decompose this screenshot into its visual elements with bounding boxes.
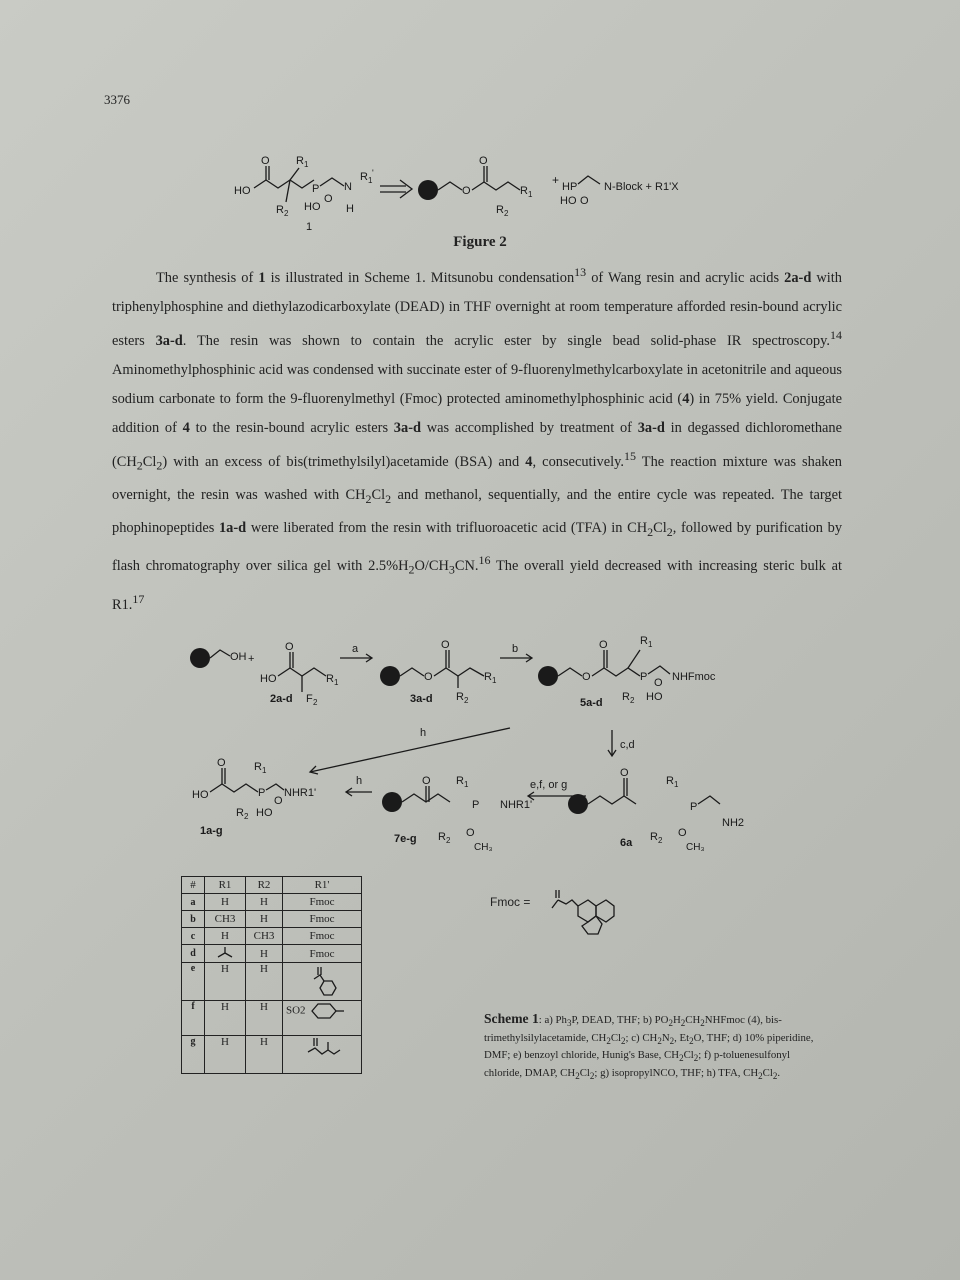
table-header-row xyxy=(182,877,362,894)
nhr1-label-1: NHR1' xyxy=(284,787,317,799)
svg-text:R: R xyxy=(276,204,284,216)
table-row: f H H SO2 xyxy=(182,1001,362,1036)
svg-text:H: H xyxy=(346,203,354,215)
svg-text:R: R xyxy=(236,807,244,819)
svg-text:O: O xyxy=(580,195,589,207)
svg-text:P: P xyxy=(312,183,320,195)
svg-text:2: 2 xyxy=(658,836,663,845)
label-2: 2a-d xyxy=(270,693,293,705)
n-block-reagent: N-Block + R1'X xyxy=(604,181,679,193)
compound-1 xyxy=(234,155,374,233)
svg-text:HO: HO xyxy=(304,201,321,213)
nhfmoc-label: NHFmoc xyxy=(672,671,716,683)
substituent-table xyxy=(181,876,362,1074)
scheme-caption-text: : a) $Ph_3P$, DEAD, THF; b) $PO_2H_2CH_2NHFmoc$ (4), bis-trimethylsilylacetamide, $CH_2Cl_2$; c) $CH_2N_2$, $Et_2O$, THF; d) 10% piperidine, DMF; e) benzoyl chloride, Hunig's Base, $CH_2Cl_2$; f) p-toluenesulfonyl chloride, DMAP, $CH_2Cl_2$; g) isopropylNCO, THF; h) TFA, $CH_2Cl_2$. xyxy=(484,1014,814,1081)
svg-text:R: R xyxy=(650,831,658,843)
svg-text:O: O xyxy=(466,827,475,839)
arrow-h-diagonal xyxy=(310,727,510,774)
svg-text:HO: HO xyxy=(192,789,209,801)
svg-text:R: R xyxy=(666,775,674,787)
svg-text:O: O xyxy=(274,795,283,807)
svg-text:R: R xyxy=(484,671,492,683)
figure-2-structures xyxy=(220,150,740,235)
resin-acrylate xyxy=(418,155,533,218)
svg-text:O: O xyxy=(441,639,450,651)
svg-text:R: R xyxy=(254,761,262,773)
fmoc-structure xyxy=(548,880,638,950)
svg-text:CH₃: CH₃ xyxy=(474,842,493,853)
svg-text:O: O xyxy=(654,677,663,689)
scheme-caption xyxy=(484,1012,824,1083)
page-number: 3376 xyxy=(104,92,130,107)
svg-text:R: R xyxy=(296,155,304,167)
amine-6 xyxy=(568,767,744,853)
svg-text:HO: HO xyxy=(260,673,277,685)
figure-2-plus: + xyxy=(552,173,560,187)
nh2-label: NH2 xyxy=(722,817,745,829)
svg-text:2: 2 xyxy=(446,836,451,845)
svg-text:R: R xyxy=(438,831,446,843)
header-r1prime: R1' xyxy=(283,877,362,894)
svg-text:CH₃: CH₃ xyxy=(686,842,705,853)
svg-text:1: 1 xyxy=(368,176,373,185)
svg-text:HO: HO xyxy=(256,807,273,819)
svg-text:1: 1 xyxy=(674,780,679,789)
label-6: 6a xyxy=(620,837,633,849)
header-r2: R2 xyxy=(246,877,283,894)
so2-label: SO2 xyxy=(286,1004,306,1017)
svg-text:P: P xyxy=(472,799,480,811)
svg-text:R: R xyxy=(326,673,334,685)
step-efg: e,f, or g xyxy=(530,779,568,791)
svg-text:1: 1 xyxy=(648,640,653,649)
step-h2: h xyxy=(356,775,363,787)
table-row: c H CH3 Fmoc xyxy=(182,928,362,945)
svg-text:1: 1 xyxy=(304,160,309,169)
wang-resin xyxy=(190,648,254,668)
table-row: b CH3 H Fmoc xyxy=(182,911,362,928)
svg-text:HP: HP xyxy=(562,181,578,193)
table-row: a H H Fmoc xyxy=(182,894,362,911)
svg-text:HO: HO xyxy=(646,691,663,703)
svg-text:R: R xyxy=(496,204,504,216)
svg-text:O: O xyxy=(462,185,471,197)
body-paragraph xyxy=(112,258,842,619)
svg-text:1: 1 xyxy=(492,676,497,685)
svg-text:O: O xyxy=(620,767,629,779)
svg-text:': ' xyxy=(372,168,374,178)
figure-caption: Figure 2 xyxy=(453,234,507,250)
svg-text:O: O xyxy=(324,193,333,205)
svg-text:P: P xyxy=(258,787,266,799)
fmoc-label: Fmoc = xyxy=(490,895,531,909)
svg-text:N: N xyxy=(344,181,352,193)
isopropyl-structure xyxy=(205,945,246,963)
product-1 xyxy=(192,757,316,837)
svg-text:R: R xyxy=(640,635,648,647)
benzoyl-structure xyxy=(283,963,362,1001)
scheme-caption-title: Scheme 1 xyxy=(484,1011,539,1026)
svg-text:1: 1 xyxy=(528,190,533,199)
svg-text:HO: HO xyxy=(234,185,251,197)
svg-text:R: R xyxy=(360,171,368,183)
step-a: a xyxy=(352,643,359,655)
svg-text:O: O xyxy=(217,757,226,769)
resin-7 xyxy=(382,775,532,853)
svg-text:O: O xyxy=(285,641,294,653)
svg-text:2: 2 xyxy=(313,698,318,707)
svg-text:1: 1 xyxy=(464,780,469,789)
step-h1: h xyxy=(420,727,427,739)
svg-text:P: P xyxy=(640,671,648,683)
svg-text:P: P xyxy=(690,801,698,813)
svg-text:O: O xyxy=(582,671,591,683)
svg-text:2: 2 xyxy=(284,209,289,218)
oh-label: OH xyxy=(230,651,247,663)
svg-text:1: 1 xyxy=(334,678,339,687)
header-r1: R1 xyxy=(205,877,246,894)
phosphinic-reagent xyxy=(560,176,679,207)
svg-text:2: 2 xyxy=(504,209,509,218)
label-1: 1a-g xyxy=(200,825,223,837)
svg-text:F: F xyxy=(306,693,313,705)
label-7: 7e-g xyxy=(394,833,417,845)
svg-text:R: R xyxy=(622,691,630,703)
arrow-a xyxy=(340,643,372,662)
tosyl-structure xyxy=(283,1001,362,1036)
retro-arrow xyxy=(380,180,412,198)
label-5: 5a-d xyxy=(580,697,603,709)
svg-text:O: O xyxy=(479,155,488,167)
label-3: 3a-d xyxy=(410,693,433,705)
isopropylcarbamoyl-structure xyxy=(283,1036,362,1074)
svg-text:HO: HO xyxy=(560,195,577,207)
acrylic-acid-2 xyxy=(260,641,339,707)
compound-1-label: 1 xyxy=(306,221,313,233)
scheme-1-diagram xyxy=(180,630,780,870)
svg-text:R: R xyxy=(456,775,464,787)
header-id: # xyxy=(182,877,205,894)
arrow-h xyxy=(346,775,372,796)
acrylic-ester-3 xyxy=(380,639,497,705)
table-row: g H H xyxy=(182,1036,362,1074)
paragraph-text: The synthesis of 1 is illustrated in Scheme 1. Mitsunobu condensation$^{13}$ of Wang resin and acrylic acids 2a-d with triphenylphosphine and diethylazodicarboxylate (DEAD) in THF overnight at room temperature afforded resin-bound acrylic esters 3a-d. The resin was shown to contain the acrylic ester by single bead solid-phase IR spectroscopy.$^{14}$ Aminomethylphosphinic acid was condensed with succinate ester of 9-fluorenylmethylcarboxylate in acetonitrile and aqueous sodium carbonate to form the 9-fluorenylmethyl (Fmoc) protected aminomethylphosphinic acid (4) in 75% yield. Conjugate addition of 4 to the resin-bound acrylic esters 3a-d was accomplished by treatment of 3a-d in degassed dichloromethane $(CH_2Cl_2)$ with an excess of bis(trimethylsilyl)acetamide (BSA) and 4, consecutively.$^{15}$ The reaction mixture was shaken overnight, the resin was washed with $CH_2Cl_2$ and methanol, sequentially, and the entire cycle was repeated. The target phophinopeptides 1a-d were liberated from the resin with trifluoroacetic acid (TFA) in $CH_2Cl_2$, followed by purification by flash chromatography over silica gel with $2.5\%H_2O/CH_3CN.^{16}$ The overall yield decreased with increasing steric bulk at R1.17 xyxy=(112,265,843,613)
table-row: e H H xyxy=(182,963,362,1001)
nhr1-label-7: NHR1' xyxy=(500,799,533,811)
svg-text:R: R xyxy=(520,185,528,197)
svg-text:O: O xyxy=(261,155,270,167)
svg-text:2: 2 xyxy=(244,812,249,821)
arrow-cd xyxy=(608,730,635,756)
arrow-b xyxy=(500,643,532,662)
svg-text:O: O xyxy=(422,775,431,787)
step-cd: c,d xyxy=(620,739,635,751)
adduct-5 xyxy=(538,635,716,709)
step-b: b xyxy=(512,643,519,655)
svg-text:R: R xyxy=(456,691,464,703)
svg-text:2: 2 xyxy=(464,696,469,705)
plus-sign: + xyxy=(248,653,255,665)
table-row: d H Fmoc xyxy=(182,945,362,963)
svg-text:1: 1 xyxy=(262,766,267,775)
svg-text:2: 2 xyxy=(630,696,635,705)
svg-text:O: O xyxy=(599,639,608,651)
svg-text:O: O xyxy=(424,671,433,683)
svg-text:O: O xyxy=(678,827,687,839)
